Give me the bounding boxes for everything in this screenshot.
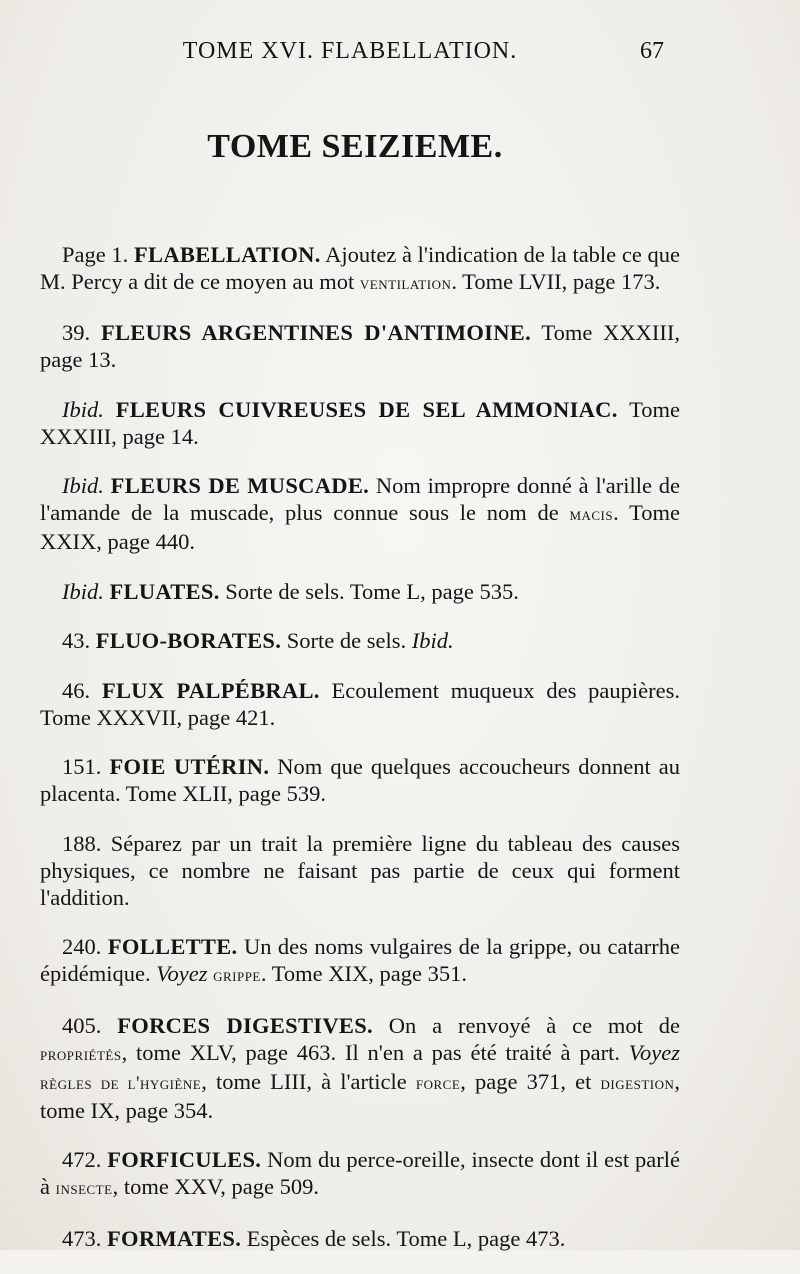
entry-headword: FLABELLATION. bbox=[133, 241, 321, 267]
entry-italic: Voyez bbox=[156, 961, 208, 986]
entry-smallcaps: grippe bbox=[213, 965, 261, 985]
entry-text: Tome XXXIII, page 13. bbox=[40, 320, 680, 372]
entry-smallcaps: propriétés bbox=[40, 1043, 122, 1064]
running-title: TOME XVI. FLABELLATION. bbox=[182, 38, 518, 64]
entry-list bbox=[40, 218, 680, 1274]
entry bbox=[40, 830, 680, 911]
entry-ref: 43. bbox=[62, 628, 91, 653]
section-title: TOME SEIZIEME. bbox=[207, 128, 503, 165]
entry-headword: FLEURS ARGENTINES D'ANTIMOINE. bbox=[100, 320, 532, 345]
entry-ref: 240. bbox=[62, 934, 102, 959]
entry bbox=[40, 627, 680, 654]
entry-smallcaps: règles de l'hygiène bbox=[40, 1072, 202, 1093]
entry-smallcaps: macis bbox=[569, 504, 614, 524]
entry-text: . Tome XXIX, page 440. bbox=[40, 500, 680, 554]
entry-text: , page 371, et bbox=[460, 1068, 601, 1094]
entry bbox=[40, 319, 680, 373]
entry bbox=[40, 1012, 680, 1124]
entry-headword: FORMATES. bbox=[107, 1225, 242, 1251]
entry-smallcaps: force bbox=[415, 1072, 461, 1093]
entry-ref: Ibid. bbox=[62, 473, 104, 498]
entry-italic: Voyez bbox=[628, 1039, 680, 1065]
entry-ref: 39. bbox=[62, 320, 91, 345]
entry-italic: Ibid. bbox=[411, 628, 454, 653]
entry bbox=[40, 1225, 680, 1252]
entry-text: Sorte de sels. Tome L, page 535. bbox=[219, 578, 519, 604]
entry bbox=[40, 753, 680, 807]
entry-headword: FLEURS DE MUSCADE. bbox=[110, 473, 370, 498]
entry bbox=[40, 578, 680, 605]
entry-ref: 46. bbox=[62, 677, 91, 703]
entry-ref: Ibid. bbox=[62, 578, 104, 604]
page-number: 67 bbox=[640, 38, 664, 64]
entry-headword: FORFICULES. bbox=[107, 1147, 262, 1172]
entry bbox=[40, 472, 680, 555]
page-header bbox=[0, 38, 800, 70]
entry-ref: Page 1. bbox=[62, 241, 129, 267]
entry-headword: FLUATES. bbox=[109, 578, 220, 604]
entry-headword: FLEURS CUIVREUSES DE SEL AMMONIAC. bbox=[115, 396, 618, 422]
entry-text: , tome XLV, page 463. Il n'en a pas été traité à part. bbox=[121, 1039, 629, 1065]
entry-text: , tome LIII, à l'article bbox=[201, 1068, 416, 1094]
entry-text: Nom que quelques accoucheurs donnent au placenta. Tome XLII, page 539. bbox=[40, 754, 680, 806]
entry-smallcaps: digestion bbox=[600, 1072, 675, 1093]
entry bbox=[40, 677, 680, 731]
entry-ref: 473. bbox=[62, 1225, 102, 1251]
entry-text: . Tome XIX, page 351. bbox=[260, 961, 467, 986]
entry-text: Ajoutez à l'indication de la table ce que M. Percy a dit de ce moyen au mot bbox=[40, 241, 680, 294]
entry-headword: FOIE UTÉRIN. bbox=[109, 754, 270, 779]
entry-text: Espèces de sels. Tome L, page 473. bbox=[241, 1225, 566, 1251]
entry bbox=[40, 396, 680, 450]
entry-text: Sorte de sels. bbox=[281, 628, 412, 653]
entry-headword: FORCES DIGESTIVES. bbox=[117, 1012, 373, 1038]
entry bbox=[40, 241, 680, 297]
entry-text: . Tome LVII, page 173. bbox=[451, 268, 661, 294]
entry-text: Tome XXXIII, page 14. bbox=[40, 396, 680, 449]
entry-headword: FLUX PALPÉBRAL. bbox=[101, 677, 320, 703]
entry-ref: Ibid. bbox=[62, 396, 104, 422]
entry-ref: 151. bbox=[62, 754, 102, 779]
entry bbox=[40, 1146, 680, 1202]
entry-text: Ecoulement muqueux des paupières. Tome XXXVII, page 421. bbox=[40, 677, 680, 730]
entry-smallcaps: insecte bbox=[55, 1178, 113, 1198]
entry-text: Nom impropre donné à l'arille de l'amande de la muscade, plus connue sous le nom de bbox=[40, 473, 681, 525]
entry-text: Séparez par un trait la première ligne du tableau des causes physiques, ce nombre ne faisant pas partie de ceux qui forment l'addition. bbox=[40, 830, 680, 910]
entry-ref: 405. bbox=[62, 1012, 102, 1038]
entry-text: , tome XXV, page 509. bbox=[112, 1174, 320, 1199]
entry-ref: 472. bbox=[62, 1147, 102, 1172]
entry-text: On a renvoyé à ce mot de bbox=[372, 1012, 681, 1038]
entry-headword: FLUO-BORATES. bbox=[95, 628, 282, 653]
entry-text: Nom du perce-oreille, insecte dont il est parlé à bbox=[40, 1147, 680, 1199]
entry-ref: 188. bbox=[62, 830, 102, 856]
entry-smallcaps: ventilation bbox=[359, 272, 452, 293]
entry-headword: FOLLETTE. bbox=[107, 934, 238, 959]
entry bbox=[40, 933, 680, 989]
entry-text: Un des noms vulgaires de la grippe, ou catarrhe épidémique. bbox=[40, 934, 680, 986]
entry-text: , tome IX, page 354. bbox=[40, 1068, 680, 1123]
